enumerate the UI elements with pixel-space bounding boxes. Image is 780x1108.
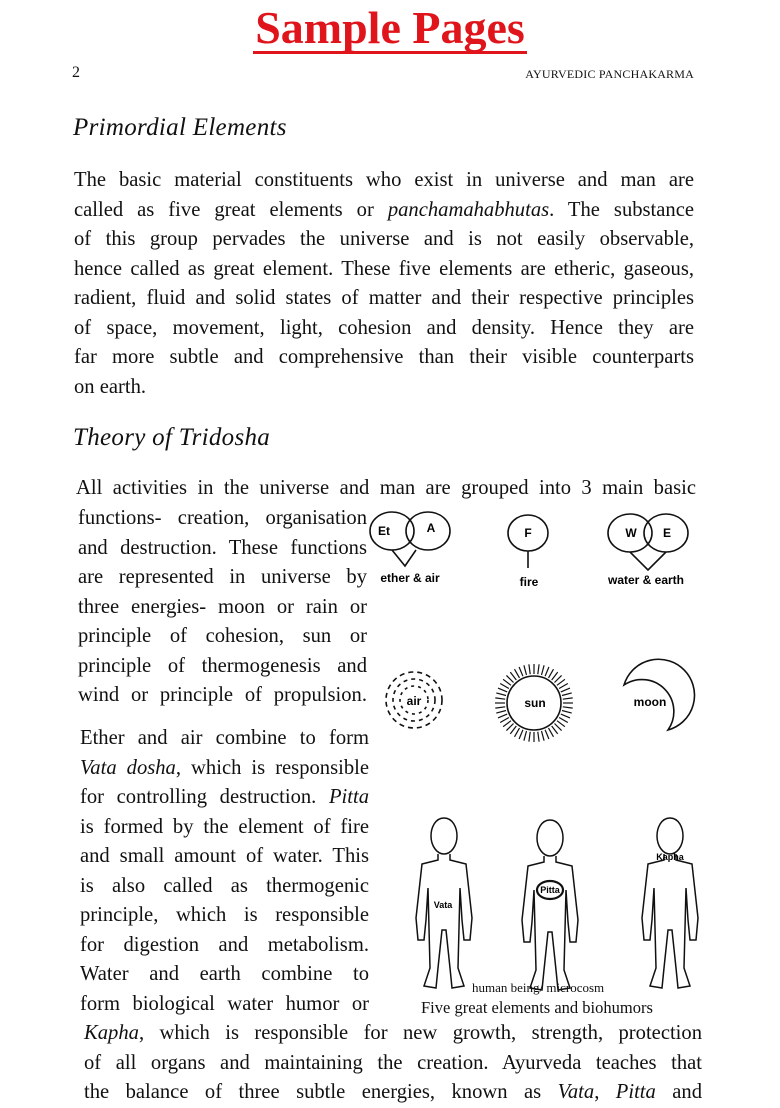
text-line: principle, which is responsible xyxy=(80,904,369,926)
text-line: hence called as great element. These five elements are etheric, gaseous, xyxy=(74,257,694,280)
connector-ether-air xyxy=(392,550,416,566)
human-figure-kapha xyxy=(642,818,698,988)
sun-ray xyxy=(496,693,506,696)
sun-ray xyxy=(495,698,505,699)
sun-ray xyxy=(563,698,573,699)
text-line: principle of cohesion, sun or xyxy=(78,625,367,647)
text-line: called as five great elements or panchamahabhutas. The substance xyxy=(74,198,694,221)
label-w: W xyxy=(625,526,637,540)
sun-ray xyxy=(529,664,530,674)
term-panchamahabhutas: panchamahabhutas xyxy=(387,198,550,221)
term-vata: Vata xyxy=(557,1081,595,1103)
label-kapha: Kapha xyxy=(656,852,684,862)
label-sun: sun xyxy=(524,696,546,710)
term-vata-dosha: Vata dosha xyxy=(80,756,176,779)
running-title: AYURVEDIC PANCHAKARMA xyxy=(525,67,694,81)
term-kapha: Kapha xyxy=(84,1022,139,1044)
text-line: radient, fluid and solid states of matter and their respective principles xyxy=(74,287,694,309)
sun-ray xyxy=(561,714,570,718)
text-line: principle of thermogenesis and xyxy=(78,654,367,677)
circle-ether xyxy=(370,512,414,550)
text-line: Ether and air combine to form xyxy=(80,727,369,749)
sun-ray xyxy=(542,731,545,741)
label-ether-air: ether & air xyxy=(380,571,440,585)
text-line: the balance of three subtle energies, known as Vata, Pitta and xyxy=(84,1081,702,1103)
sun-ray xyxy=(538,664,539,674)
sun-ray xyxy=(506,724,513,731)
label-a: A xyxy=(426,521,436,535)
sun-ray xyxy=(500,718,509,723)
sun-ray xyxy=(519,667,523,676)
text-line: of space, movement, light, cohesion and density. Hence they are xyxy=(74,316,694,339)
sun-ray xyxy=(503,721,511,727)
sun-ray xyxy=(552,672,558,680)
element-ether-air xyxy=(370,512,450,566)
text-line: of this group pervades the universe and is not easily observable, xyxy=(74,228,694,250)
sun-ray xyxy=(524,731,527,741)
sun-ray xyxy=(538,732,539,742)
paragraph-bottom xyxy=(84,1019,702,1108)
section-heading-theory-of-tridosha: Theory of Tridosha xyxy=(73,424,271,451)
text-line: is formed by the element of fire xyxy=(80,815,369,838)
text-line: are represented in universe by xyxy=(78,566,367,588)
connector-water-earth xyxy=(630,552,666,570)
element-water-earth xyxy=(608,514,688,570)
element-fire xyxy=(508,515,548,568)
paragraph-primordial-elements xyxy=(74,166,694,402)
text-line: All activities in the universe and man are grouped into 3 main basic xyxy=(76,477,696,499)
sun-ray xyxy=(557,721,565,727)
label-e: E xyxy=(662,526,672,540)
sun-ray xyxy=(498,714,507,718)
text-line: is also called as thermogenic xyxy=(80,874,369,897)
text-line: Water and earth combine to xyxy=(80,963,369,985)
paragraph-doshas xyxy=(80,724,369,1019)
label-water-earth: water & earth xyxy=(607,573,685,587)
sun-ray xyxy=(495,707,505,708)
diagram-caption: Five great elements and biohumors xyxy=(421,998,653,1017)
caption-microcosm: human being/ microcosm xyxy=(472,980,605,995)
sun-ray xyxy=(542,665,545,675)
sun-ray xyxy=(500,684,509,689)
human-figure-pitta xyxy=(522,820,578,990)
label-pitta: Pitta xyxy=(540,885,560,895)
sun-ray xyxy=(552,726,558,734)
text-line: form biological water humor or xyxy=(80,992,369,1015)
page-number: 2 xyxy=(72,64,80,81)
paragraph-tridosha-left-column xyxy=(78,504,367,711)
text-line: for controlling destruction. Pitta xyxy=(80,786,369,808)
sun-ray xyxy=(524,665,527,675)
sun-ray xyxy=(510,672,516,680)
sun-ray xyxy=(562,711,572,714)
text-line: wind or principle of propulsion. xyxy=(78,684,367,706)
sun-ray xyxy=(549,728,554,737)
sun-ray xyxy=(557,679,565,685)
section-heading-primordial-elements: Primordial Elements xyxy=(73,114,287,141)
label-f: F xyxy=(524,526,532,540)
text-line: on earth. xyxy=(74,375,147,398)
sun-ray xyxy=(503,679,511,685)
label-et: Et xyxy=(378,524,390,538)
label-air: air xyxy=(406,694,422,708)
sun-ray xyxy=(549,669,554,678)
text-line: Kapha, which is responsible for new growth, strength, protection xyxy=(84,1022,702,1044)
term-pitta: Pitta xyxy=(615,1081,656,1103)
sun-ray xyxy=(563,707,573,708)
sun-ray xyxy=(515,728,520,737)
text-line: for digestion and metabolism. xyxy=(80,933,369,956)
sun-ray xyxy=(498,688,507,692)
text-line: Vata dosha, which is responsible xyxy=(80,756,369,779)
sun-ray xyxy=(519,730,523,739)
sun-ray xyxy=(506,675,513,682)
sun-ray xyxy=(559,718,568,723)
sun-ray xyxy=(545,667,549,676)
text-line: functions- creation, organisation xyxy=(78,507,367,529)
sun-ray xyxy=(529,732,530,742)
sun-ray xyxy=(555,724,562,731)
sun-ray xyxy=(510,726,516,734)
sun-ray xyxy=(496,711,506,714)
text-line: of all organs and maintaining the creation. Ayurveda teaches that xyxy=(84,1051,702,1074)
sun-ray xyxy=(555,675,562,682)
sun-ray xyxy=(545,730,549,739)
text-line: and destruction. These functions xyxy=(78,536,367,559)
text-line: The basic material constituents who exist in universe and man are xyxy=(74,169,694,191)
sun-ray xyxy=(559,684,568,689)
text-line: and small amount of water. This xyxy=(80,845,369,867)
elements-biohumors-diagram xyxy=(360,500,700,1020)
text-line: far more subtle and comprehensive than their visible counterparts xyxy=(74,346,694,368)
label-moon: moon xyxy=(633,695,667,709)
sun-ray xyxy=(562,693,572,696)
term-pitta: Pitta xyxy=(328,786,369,808)
sample-pages-banner: Sample Pages xyxy=(255,2,525,53)
label-vata: Vata xyxy=(433,900,453,910)
sun-ray xyxy=(561,688,570,692)
text-line: three energies- moon or rain or xyxy=(78,595,367,618)
label-fire: fire xyxy=(519,575,539,589)
sun-ray xyxy=(515,669,520,678)
